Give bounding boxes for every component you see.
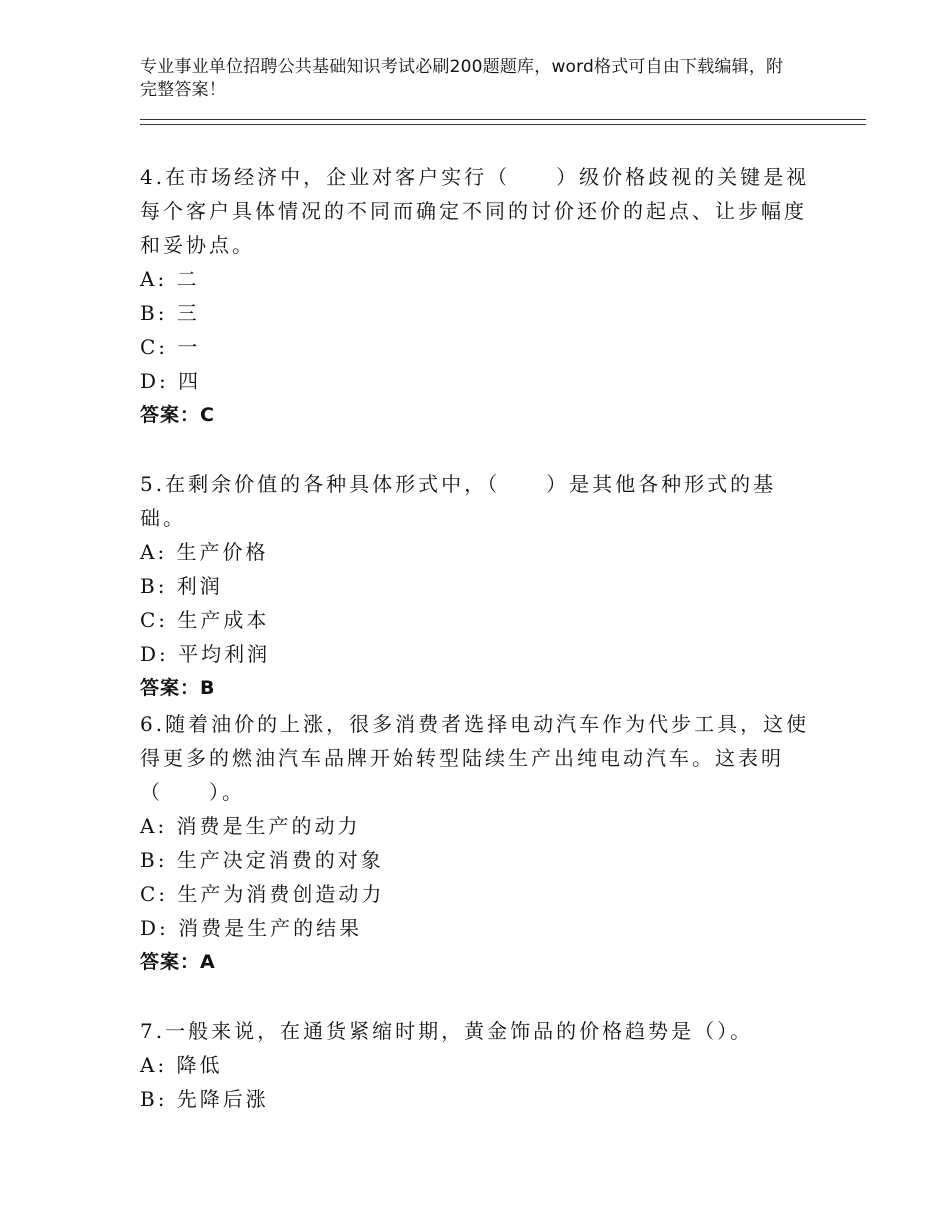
document-header: 专业事业单位招聘公共基础知识考试必刷200题题库，word格式可自由下载编辑，附完整答案！	[140, 57, 784, 100]
option-a: A: 降低	[140, 1053, 223, 1077]
question-stem: 4.在市场经济中，企业对客户实行（ ）级价格歧视的关键是视每个客户具体情况的不同而确定不同的讨价还价的起点、让步幅度和妥协点。	[140, 165, 810, 257]
option-a: A: 生产价格	[140, 540, 269, 564]
question-stem: 5.在剩余价值的各种具体形式中，（ ）是其他各种形式的基础。	[140, 472, 777, 530]
option-b: B: 三	[140, 301, 200, 325]
question-4	[140, 160, 810, 432]
option-a: A: 二	[140, 267, 200, 291]
question-6	[140, 707, 810, 979]
option-d: D: 消费是生产的结果	[140, 916, 363, 940]
option-b: B: 利润	[140, 574, 223, 598]
option-c: C: 生产成本	[140, 608, 270, 632]
option-a: A: 消费是生产的动力	[140, 814, 361, 838]
answer-line: 答案：A	[140, 951, 216, 973]
answer-line: 答案：B	[140, 677, 216, 699]
header-divider	[140, 119, 866, 125]
question-7	[140, 1014, 810, 1116]
question-5	[140, 467, 810, 705]
answer-line: 答案：C	[140, 404, 215, 426]
question-stem: 6.随着油价的上涨，很多消费者选择电动汽车作为代步工具，这使得更多的燃油汽车品牌开始转型陆续生产出纯电动汽车。这表明（ ）。	[140, 712, 810, 804]
question-stem: 7.一般来说，在通货紧缩时期，黄金饰品的价格趋势是（）。	[140, 1019, 754, 1043]
option-d: D: 平均利润	[140, 642, 271, 666]
option-b: B: 先降后涨	[140, 1087, 269, 1111]
option-d: D: 四	[140, 369, 202, 393]
option-c: C: 生产为消费创造动力	[140, 882, 385, 906]
option-b: B: 生产决定消费的对象	[140, 848, 384, 872]
option-c: C: 一	[140, 335, 201, 359]
